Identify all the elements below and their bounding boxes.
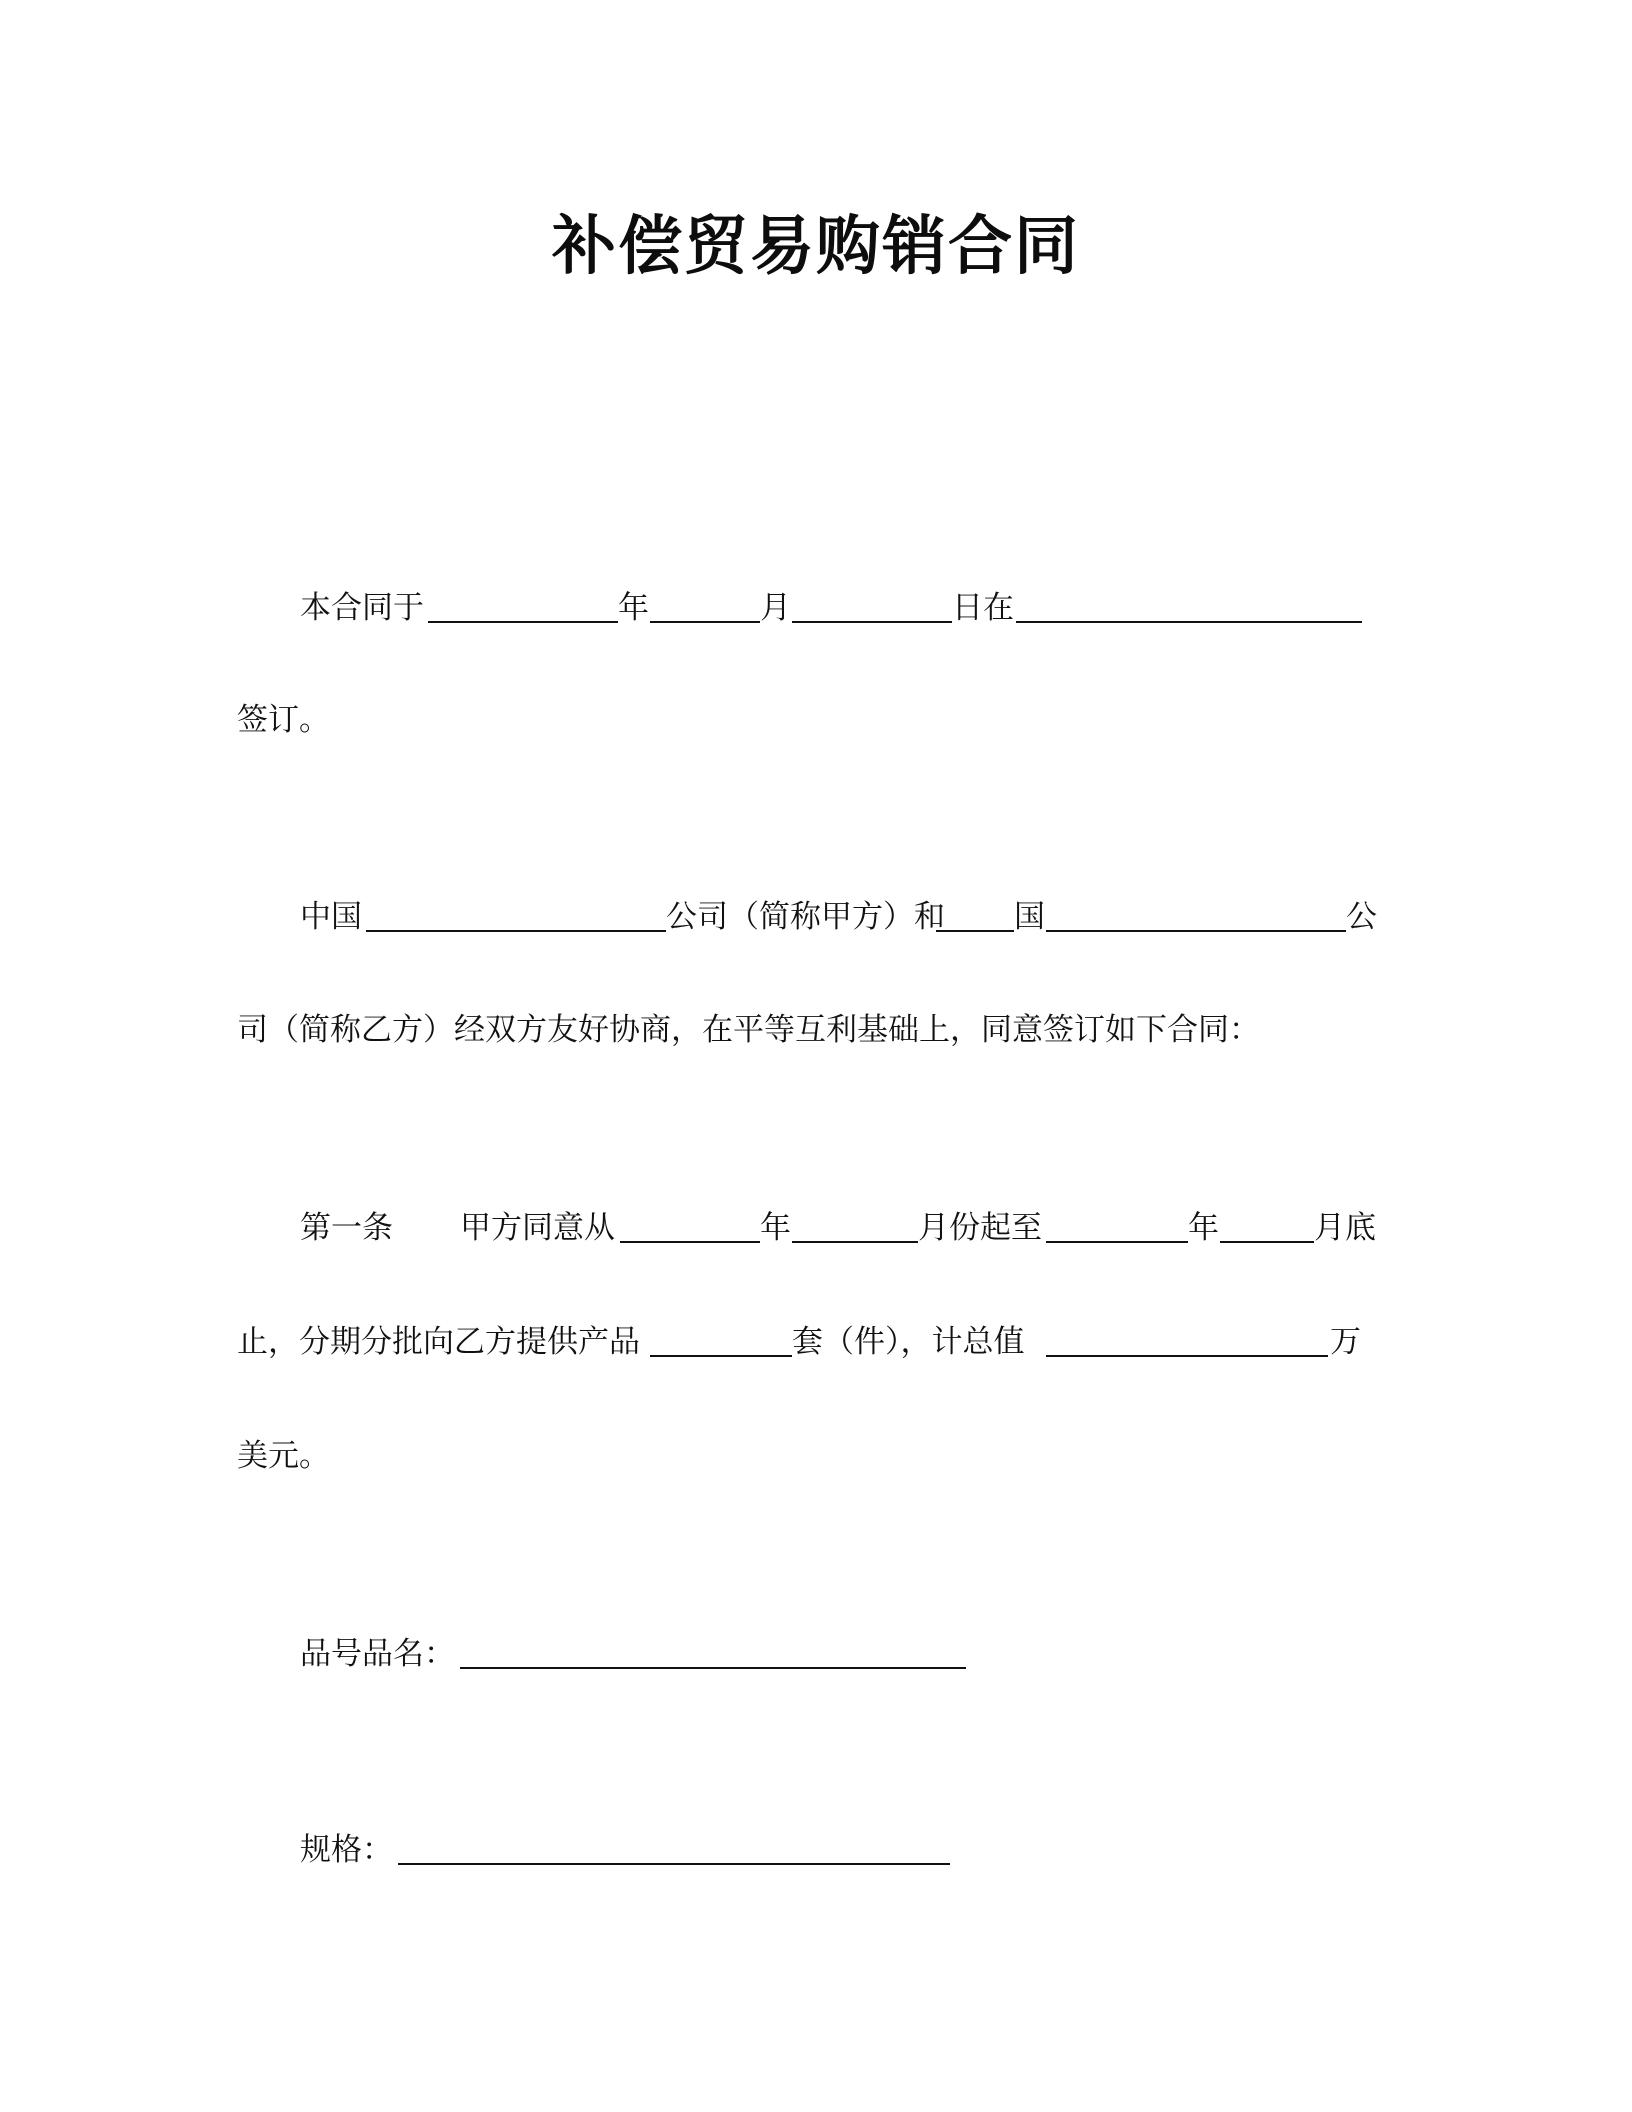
text-month-from-to: 月份起至	[918, 1210, 1042, 1246]
text-sets-total: 套（件），计总值	[792, 1324, 1025, 1360]
text-party-a-agrees: 甲方同意从	[460, 1210, 615, 1246]
text-company-a: 公司（简称甲方）和	[666, 899, 945, 935]
text-usd: 美元。	[237, 1438, 330, 1474]
blank-company-a[interactable]	[366, 930, 666, 932]
blank-start-month[interactable]	[792, 1241, 918, 1243]
blank-year[interactable]	[428, 621, 618, 623]
blank-day[interactable]	[792, 621, 952, 623]
product-name-label: 品号品名：	[300, 1636, 455, 1672]
blank-country[interactable]	[936, 930, 1014, 932]
blank-product-name[interactable]	[460, 1667, 966, 1669]
text-day-at: 日在	[952, 590, 1014, 626]
text-supply-products: 止，分期分批向乙方提供产品	[237, 1324, 640, 1360]
text-month-end: 月底	[1314, 1210, 1376, 1246]
blank-spec[interactable]	[398, 1863, 950, 1865]
text-china: 中国	[300, 899, 362, 935]
text-year-1: 年	[760, 1210, 791, 1246]
text-year-2: 年	[1188, 1210, 1219, 1246]
blank-month[interactable]	[650, 621, 760, 623]
text-company-b-start: 公	[1346, 899, 1377, 935]
blank-place[interactable]	[1016, 621, 1362, 623]
blank-total-value[interactable]	[1046, 1355, 1328, 1357]
blank-quantity[interactable]	[650, 1355, 792, 1357]
text-company-b-end: 司（简称乙方）经双方友好协商，在平等互利基础上，同意签订如下合同：	[237, 1012, 1260, 1048]
text-wan: 万	[1330, 1324, 1361, 1360]
article-1-label: 第一条	[300, 1210, 393, 1246]
spec-label: 规格：	[300, 1832, 393, 1868]
text-signed: 签订。	[237, 702, 330, 738]
blank-end-month[interactable]	[1220, 1241, 1314, 1243]
text-country: 国	[1014, 899, 1045, 935]
blank-end-year[interactable]	[1046, 1241, 1188, 1243]
blank-start-year[interactable]	[620, 1241, 760, 1243]
page-title: 补偿贸易购销合同	[552, 210, 1080, 284]
text-contract-on: 本合同于	[300, 590, 424, 626]
text-month: 月	[760, 590, 791, 626]
text-year: 年	[618, 590, 649, 626]
blank-company-b[interactable]	[1046, 930, 1346, 932]
